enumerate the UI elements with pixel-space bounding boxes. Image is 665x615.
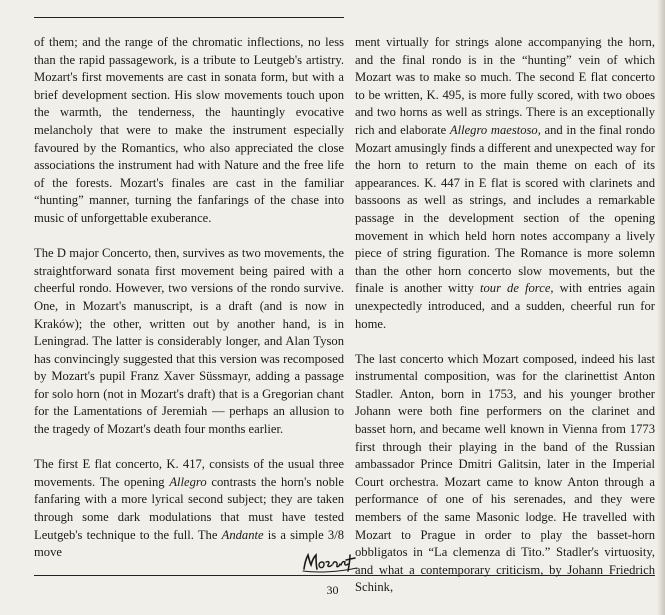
italic-tour-de-force: tour de force,	[479, 281, 554, 296]
page-edge-shadow	[657, 0, 665, 615]
top-rule	[34, 17, 344, 18]
italic-andante: Andante	[221, 527, 264, 542]
text-span: The first E flat concerto, K. 417, consists of the usual three movements. The opening	[34, 457, 344, 489]
mozart-signature	[300, 549, 360, 575]
bottom-rule	[34, 575, 655, 576]
italic-allegro-maestoso: Allegro maestoso,	[449, 122, 541, 137]
italic-allegro: Allegro	[169, 474, 207, 489]
text-span: and in the final rondo Mozart amusingly finds a different and unexpected way for the horn to return to the main theme on each of its appearances. K. 447 in E flat is scored with clarinets and bassoons as well as strings, and includes a remarkable passage in the development section of the opening movement in which held horn notes accompany a lively piece of string figuration. The Romance is more solemn than the other horn concerto slow movements, but the finale is another witty	[355, 122, 656, 296]
right-column	[355, 34, 655, 597]
text-span: contrasts the horn's noble fanfaring with a more lyrical second subject; they are taken through some dark modulations that must have tested Leutgeb's technique to the full. The	[34, 474, 344, 542]
left-column	[34, 34, 344, 562]
paragraph-d-major-concerto: The D major Concerto, then, survives as two movements, the straightforward sonata first movement being paired with a cheerful rondo. However, two versions of the rondo survive. One, in Mozart's manuscript, is a draft (and is now in Kraków); the other, written out by another hand, is in Leningrad. The latter is considerably longer, and Alan Tyson has convincingly suggested that this version was recomposed by Mozart's pupil Franz Xaver Süssmayr, adding a passage for solo horn (not in Mozart's draft) that is a Gregorian chant for the Lamentations of Jeremiah — perhaps an allusion to the tragedy of Mozart's death four months earlier.	[34, 246, 344, 437]
text-span: ment virtually for strings alone accompanying the horn, and the final rondo is in the “hunting” vein of which Mozart was to make so much. The second E flat concerto to be written, K. 495, is more fully scored, with two oboes and two horns as well as strings. There is an exceptionally rich and elaborate	[355, 35, 655, 137]
paragraph-last-concerto-stadler: The last concerto which Mozart composed, indeed his last instrumental composition, was for the clarinettist Anton Stadler. Anton, born in 1753, and his younger brother Johann were both fine performers on the clarinet and basset horn, and became well known in Vienna from 1773 first through their playing in the band of the Russian ambassador Prince Dmitri Galitsin, later in the Imperial Court orchestra. Mozart came to know Anton through a performance of one of his serenades, and they were members of the same Masonic lodge. He travelled with Mozart to Prague in order to play the basset-horn obbligatos in “La clemenza di Tito.” Stadler's virtuosity, and what a contemporary criticism, by Johann Friedrich Schink,	[355, 351, 655, 595]
paragraph-second-e-flat-concerto	[355, 34, 655, 333]
paragraph-first-e-flat-concerto	[34, 456, 344, 562]
text-span: with entries again unexpectedly introduced, and a sudden, cheerful run for home.	[355, 281, 655, 331]
page-number: 30	[326, 583, 339, 597]
text-span: is a simple 3/8 move	[34, 527, 345, 560]
paragraph-horn-artistry: of them; and the range of the chromatic inflections, no less than the rapid passagework, is a tribute to Leutgeb's artistry. Mozart's first movements are cast in sonata form, but with a brief development section. His slow movements touch upon the warmth, the tenderness, the hauntingly evocative melancholy that were to make the instrument especially favoured by the Romantics, who also appreciated the close associations the instrument had with Nature and the free life of the forests. Mozart's finales are cast in the familiar “hunting” manner, turning the fanfarings of the chase into music of unforgettable exuberance.	[34, 35, 344, 225]
